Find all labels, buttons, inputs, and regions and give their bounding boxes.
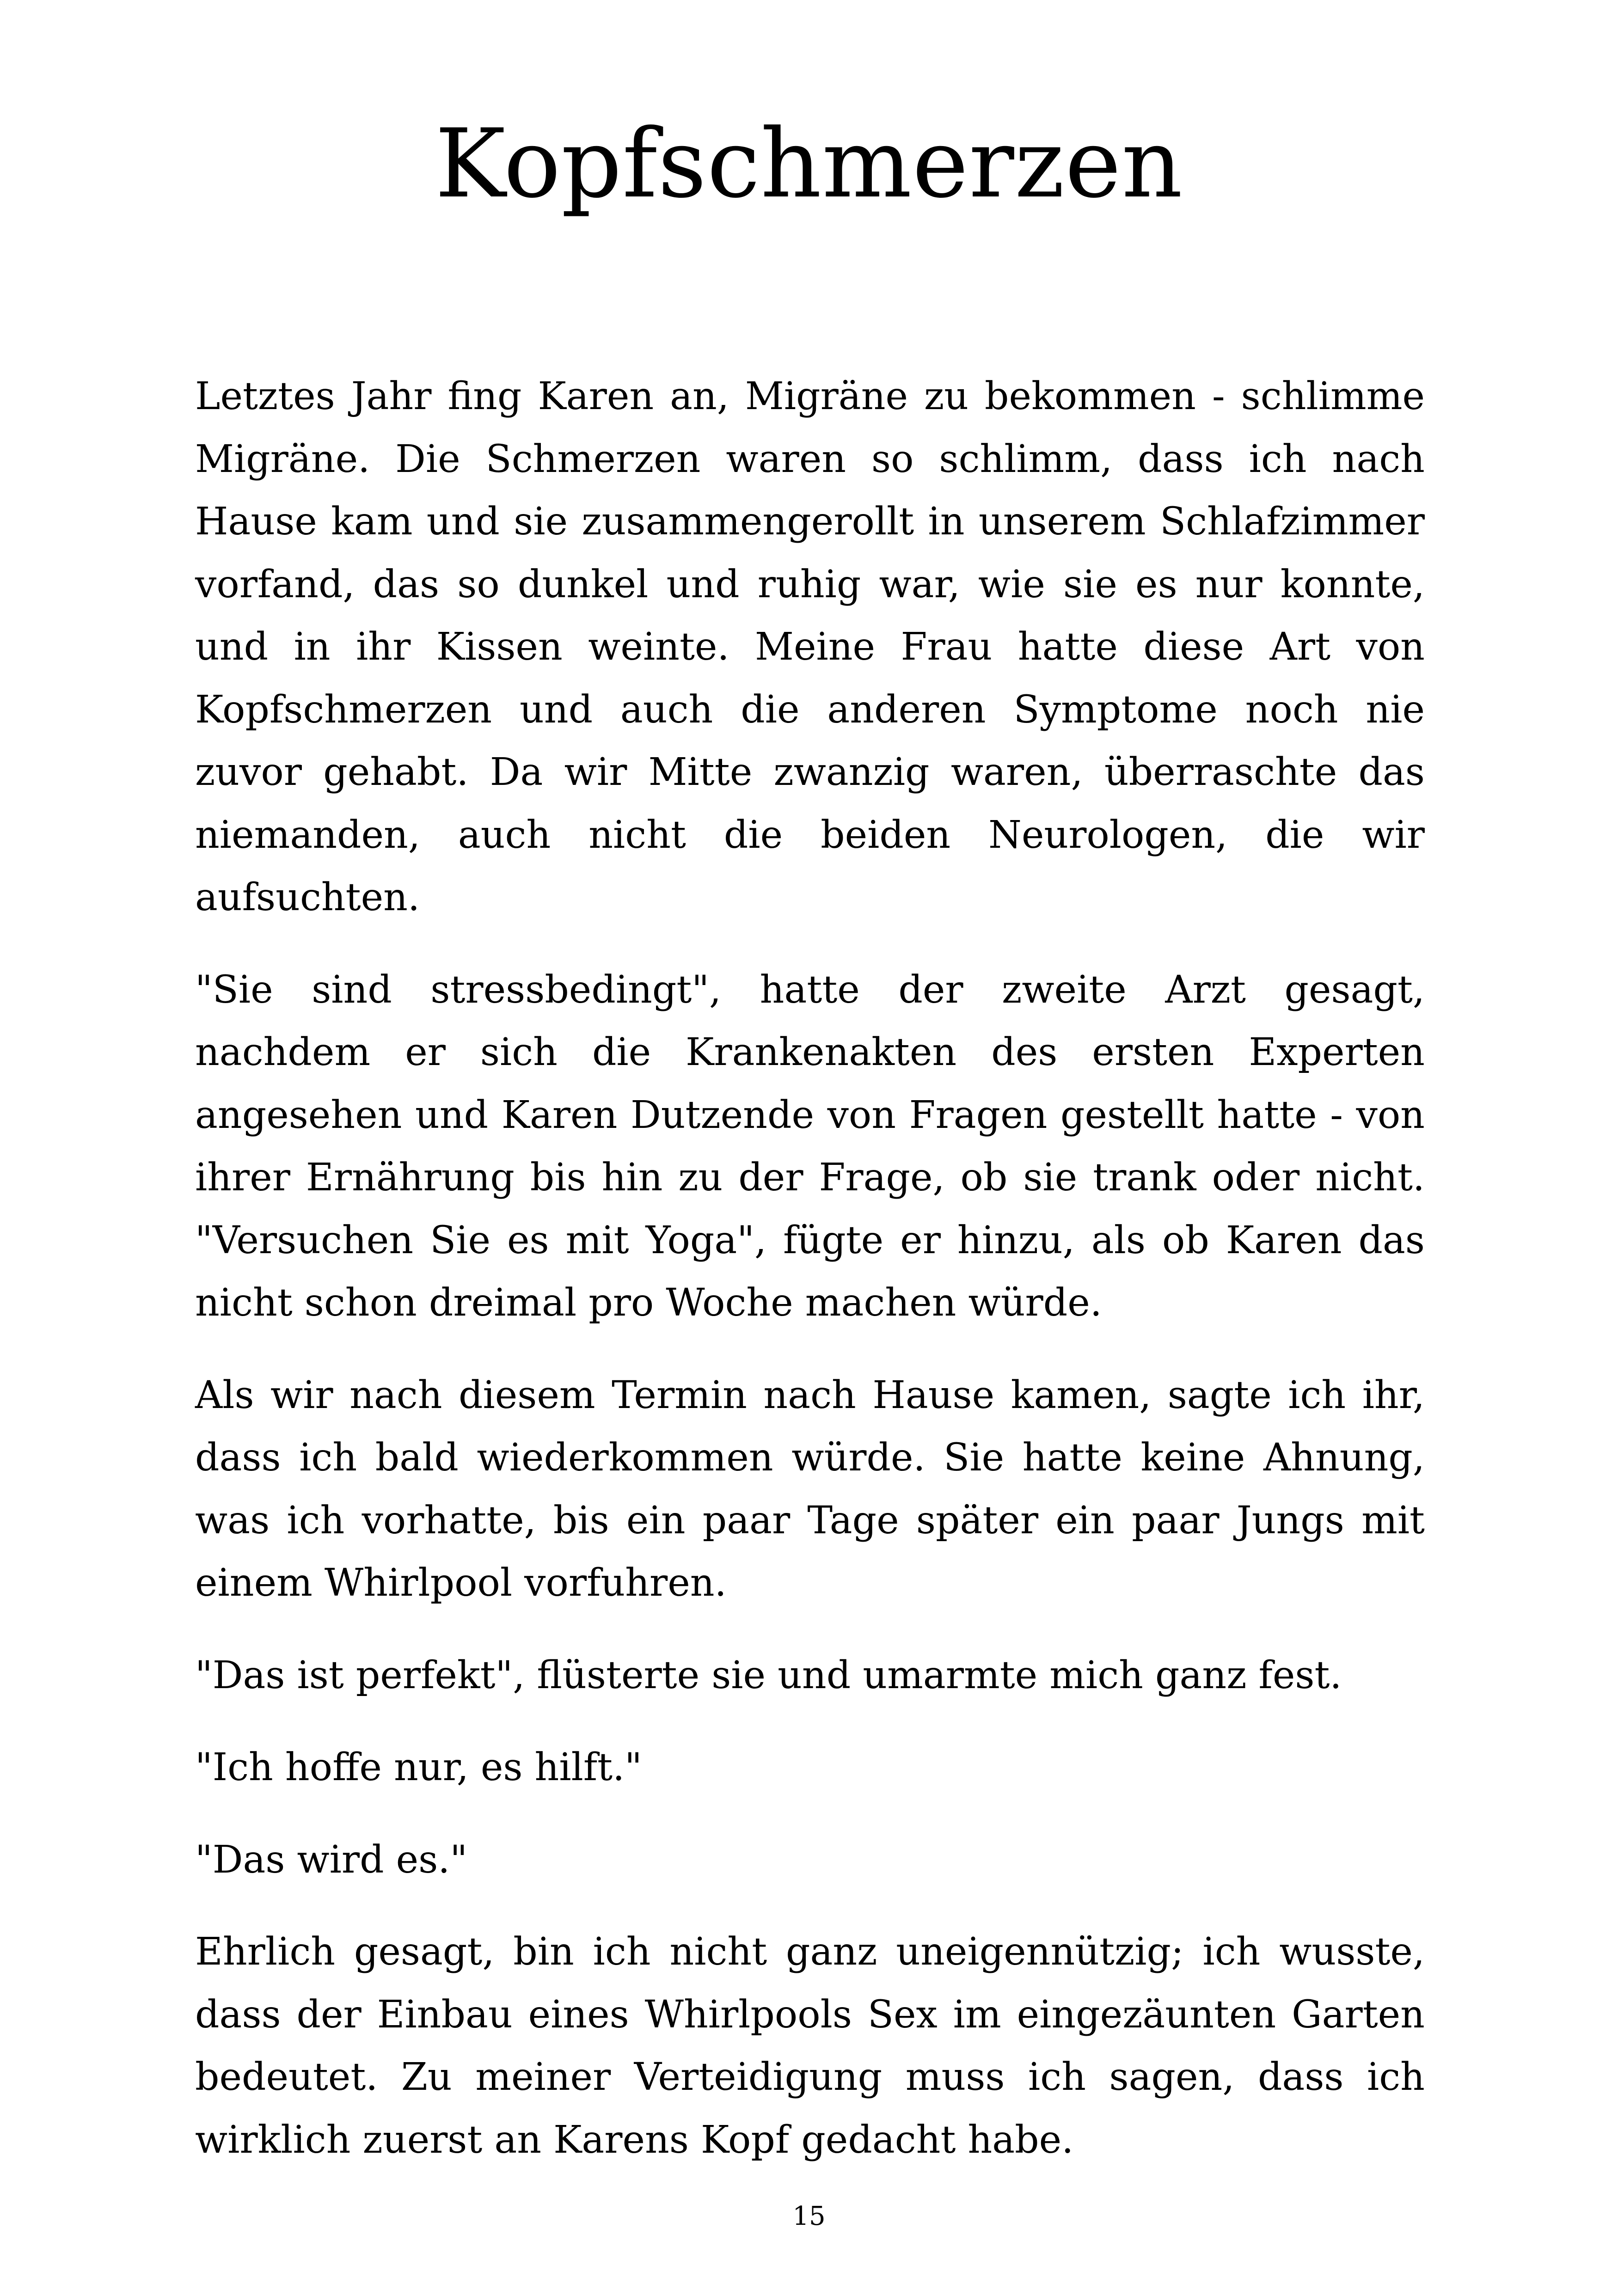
paragraph: "Ich hoffe nur, es hilft." [195, 1745, 642, 1789]
paragraph: Als wir nach diesem Termin nach Hause kamen, sagte ich ihr, dass ich bald wiederkommen würde. Sie hatte keine Ahnung, was ich vorhatte, bis ein paar Tage später ein paar Jungs mit einem Whirlpool vorfuhren. [195, 1373, 1425, 1605]
chapter-title: Kopfschmerzen [435, 109, 1183, 219]
page-number: 15 [792, 2201, 826, 2231]
paragraph: "Das wird es." [195, 1837, 468, 1882]
paragraph: "Sie sind stressbedingt", hatte der zweite Arzt gesagt, nachdem er sich die Krankenakten des ersten Experten angesehen und Karen Dutzende von Fragen gestellt hatte - von ihrer Ernährung bis hin zu der Frage, ob sie trank oder nicht. "Versuchen Sie es mit Yoga", fügte er hinzu, als ob Karen das nicht schon dreimal pro Woche machen würde. [195, 967, 1425, 1325]
paragraph: "Das ist perfekt", flüsterte sie und umarmte mich ganz fest. [195, 1653, 1342, 1697]
paragraph: Letztes Jahr fing Karen an, Migräne zu bekommen - schlimme Migräne. Die Schmerzen waren so schlimm, dass ich nach Hause kam und sie zusammengerollt in unserem Schlafzimmer vorfand, das so dunkel und ruhig war, wie sie es nur konnte, und in ihr Kissen weinte. Meine Frau hatte diese Art von Kopfschmerzen und auch die anderen Symptome noch nie zuvor gehabt. Da wir Mitte zwanzig waren, überraschte das niemanden, auch nicht die beiden Neurologen, die wir aufsuchten. [195, 374, 1425, 919]
body-text [195, 365, 1425, 2201]
paragraph: Ehrlich gesagt, bin ich nicht ganz uneigennützig; ich wusste, dass der Einbau eines Whirlpools Sex im eingezäunten Garten bedeutet. Zu meiner Verteidigung muss ich sagen, dass ich wirklich zuerst an Karens Kopf gedacht habe. [195, 1930, 1425, 2162]
